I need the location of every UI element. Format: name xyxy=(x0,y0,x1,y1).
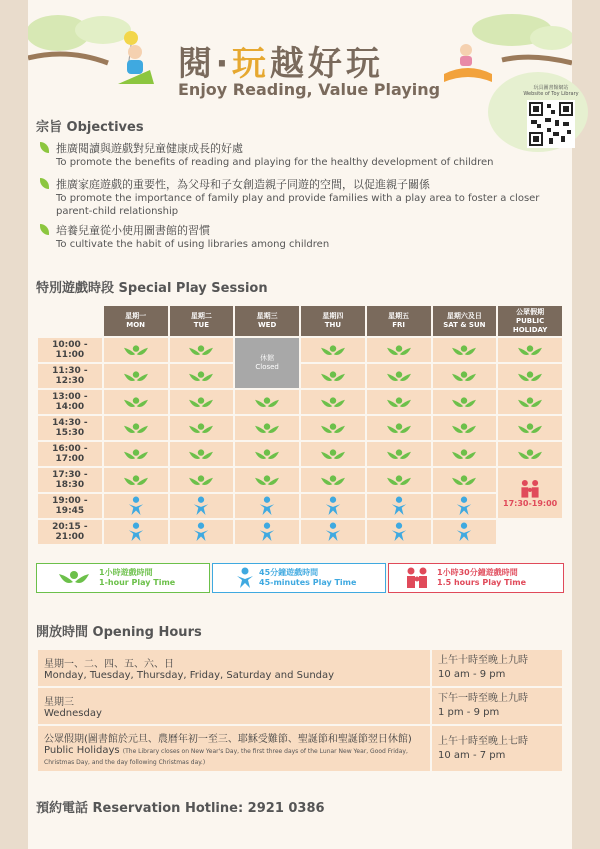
empty-cell xyxy=(498,520,562,544)
play-slot-45min xyxy=(104,494,168,518)
family-icon xyxy=(403,567,431,589)
schedule-heading: 特別遊戲時段 Special Play Session xyxy=(36,281,268,296)
play-slot-1hour xyxy=(367,390,431,414)
play-slot-1hour xyxy=(104,416,168,440)
play-slot-1hour xyxy=(498,364,562,388)
play-slot-1hour xyxy=(301,338,365,362)
play-slot-45min xyxy=(170,520,234,544)
play-slot-1hour xyxy=(170,468,234,492)
play-slot-1hour xyxy=(433,468,497,492)
reservation-hotline: 預約電話 Reservation Hotline: 2921 0386 xyxy=(36,801,325,816)
schedule-row xyxy=(38,494,562,518)
play-slot-1hour xyxy=(433,364,497,388)
play-slot-1hour xyxy=(301,442,365,466)
play-slot-1hour xyxy=(104,338,168,362)
schedule-row xyxy=(38,338,562,362)
page-subtitle: Enjoy Reading, Value Playing xyxy=(178,80,441,99)
qr-caption: 玩具圖書館網站 Website of Toy Library xyxy=(523,85,579,97)
time-slot-label: 17:30 - 18:30 xyxy=(38,468,102,492)
play-slot-1hour xyxy=(104,468,168,492)
play-slot-1hour xyxy=(104,442,168,466)
play-slot-45min xyxy=(104,520,168,544)
play-slot-1hour xyxy=(170,442,234,466)
schedule-row xyxy=(38,520,562,544)
opening-hours-table xyxy=(36,648,564,773)
play-slot-45min xyxy=(433,494,497,518)
objective-item: 推廣閱讀與遊戲對兒童健康成長的好處 To promote the benefits of reading and playing for the healthy development of children xyxy=(40,140,540,169)
play-slot-45min xyxy=(367,520,431,544)
play-slot-45min xyxy=(301,520,365,544)
schedule-row xyxy=(38,416,562,440)
play-slot-1hour xyxy=(498,390,562,414)
day-header-tue: 星期二 TUE xyxy=(170,306,234,336)
time-slot-label: 16:00 - 17:00 xyxy=(38,442,102,466)
time-slot-label: 13:00 - 14:00 xyxy=(38,390,102,414)
legend-1-5hours: 1小時30分鐘遊戲時間 1.5 hours Play Time xyxy=(388,563,564,593)
play-slot-1hour xyxy=(433,338,497,362)
play-slot-45min xyxy=(170,494,234,518)
play-slot-1hour xyxy=(301,468,365,492)
play-slot-45min xyxy=(235,520,299,544)
play-slot-1hour xyxy=(367,338,431,362)
play-slot-1hour xyxy=(367,468,431,492)
hours-row xyxy=(38,650,562,686)
play-slot-1hour xyxy=(235,468,299,492)
day-header-mon: 星期一 MON xyxy=(104,306,168,336)
play-slot-45min xyxy=(235,494,299,518)
time-slot-label: 10:00 - 11:00 xyxy=(38,338,102,362)
play-slot-1hour xyxy=(367,442,431,466)
objectives-heading: 宗旨 Objectives xyxy=(36,120,144,135)
play-slot-1hour xyxy=(170,390,234,414)
objective-item: 培養兒童從小使用圖書館的習慣 To cultivate the habit of using libraries among children xyxy=(40,222,540,251)
play-slot-45min xyxy=(433,520,497,544)
day-header-fri: 星期五 FRI xyxy=(367,306,431,336)
closed-cell: 休館 Closed xyxy=(235,338,299,388)
day-header-sat-sun: 星期六及日 SAT & SUN xyxy=(433,306,497,336)
legend-45min: 45分鐘遊戲時間 45-minutes Play Time xyxy=(212,563,386,593)
play-slot-45min xyxy=(367,494,431,518)
page-title: 閱‧玩越好玩 xyxy=(178,44,384,84)
hours-row xyxy=(38,726,562,771)
play-slot-1hour xyxy=(367,364,431,388)
left-border xyxy=(0,0,28,849)
play-slot-1hour xyxy=(498,416,562,440)
schedule-row xyxy=(38,442,562,466)
time-slot-label: 11:30 - 12:30 xyxy=(38,364,102,388)
opening-hours-heading: 開放時間 Opening Hours xyxy=(36,625,202,640)
play-slot-1hour xyxy=(235,442,299,466)
play-slot-1hour xyxy=(235,390,299,414)
play-slot-45min xyxy=(301,494,365,518)
day-header-thu: 星期四 THU xyxy=(301,306,365,336)
play-slot-1hour xyxy=(104,390,168,414)
time-slot-label: 19:00 - 19:45 xyxy=(38,494,102,518)
play-slot-1hour xyxy=(433,390,497,414)
play-slot-1hour xyxy=(433,416,497,440)
play-slot-1hour xyxy=(170,364,234,388)
hours-days: 公眾假期(圖書館於元旦、農曆年初一至三、耶穌受難節、聖誕節和聖誕節翌日休館) Public Holidays (The Library closes on New Year's Day, the first three days of the Lunar New Year, Good Friday, Christmas Day, and the day following Christmas day.) xyxy=(38,726,430,771)
play-slot-1hour xyxy=(367,416,431,440)
play-slot-1hour xyxy=(235,416,299,440)
play-slot-1hour xyxy=(498,442,562,466)
public-holiday-evening-cell: 17:30-19:00 xyxy=(498,468,562,518)
play-slot-1hour xyxy=(104,364,168,388)
day-header-wed: 星期三 WED xyxy=(235,306,299,336)
corner-cell xyxy=(38,306,102,336)
legend-1hour: 1小時遊戲時間 1-hour Play Time xyxy=(36,563,210,593)
schedule-row xyxy=(38,390,562,414)
play-schedule-table xyxy=(36,304,564,546)
hours-row xyxy=(38,688,562,724)
child-on-book-illustration xyxy=(440,40,496,84)
play-slot-1hour xyxy=(433,442,497,466)
day-header-public-holiday: 公眾假期 PUBLIC HOLIDAY xyxy=(498,306,562,336)
time-slot-label: 20:15 - 21:00 xyxy=(38,520,102,544)
hours-days: 星期三 Wednesday xyxy=(38,688,430,724)
objective-item: 推廣家庭遊戲的重要性，為父母和子女創造親子同遊的空間，以促進親子關係 To promote the importance of family play and provide families with a play area to foster a closer parent-child relationship xyxy=(40,176,540,218)
hours-days: 星期一、二、四、五、六、日 Monday, Tuesday, Thursday, Friday, Saturday and Sunday xyxy=(38,650,430,686)
schedule-row xyxy=(38,364,562,388)
schedule-row xyxy=(38,468,562,492)
time-slot-label: 14:30 - 15:30 xyxy=(38,416,102,440)
hours-time: 上午十時至晚上九時 10 am - 9 pm xyxy=(432,650,562,686)
play-slot-1hour xyxy=(170,416,234,440)
hours-time: 上午十時至晚上七時 10 am - 7 pm xyxy=(432,726,562,771)
parent-child-icon xyxy=(57,568,91,588)
play-slot-1hour xyxy=(498,338,562,362)
play-slot-1hour xyxy=(170,338,234,362)
child-icon xyxy=(235,567,255,589)
play-slot-1hour xyxy=(301,364,365,388)
play-slot-1hour xyxy=(301,416,365,440)
hours-time: 下午一時至晚上九時 1 pm - 9 pm xyxy=(432,688,562,724)
child-reading-illustration xyxy=(110,40,160,90)
play-slot-1hour xyxy=(301,390,365,414)
